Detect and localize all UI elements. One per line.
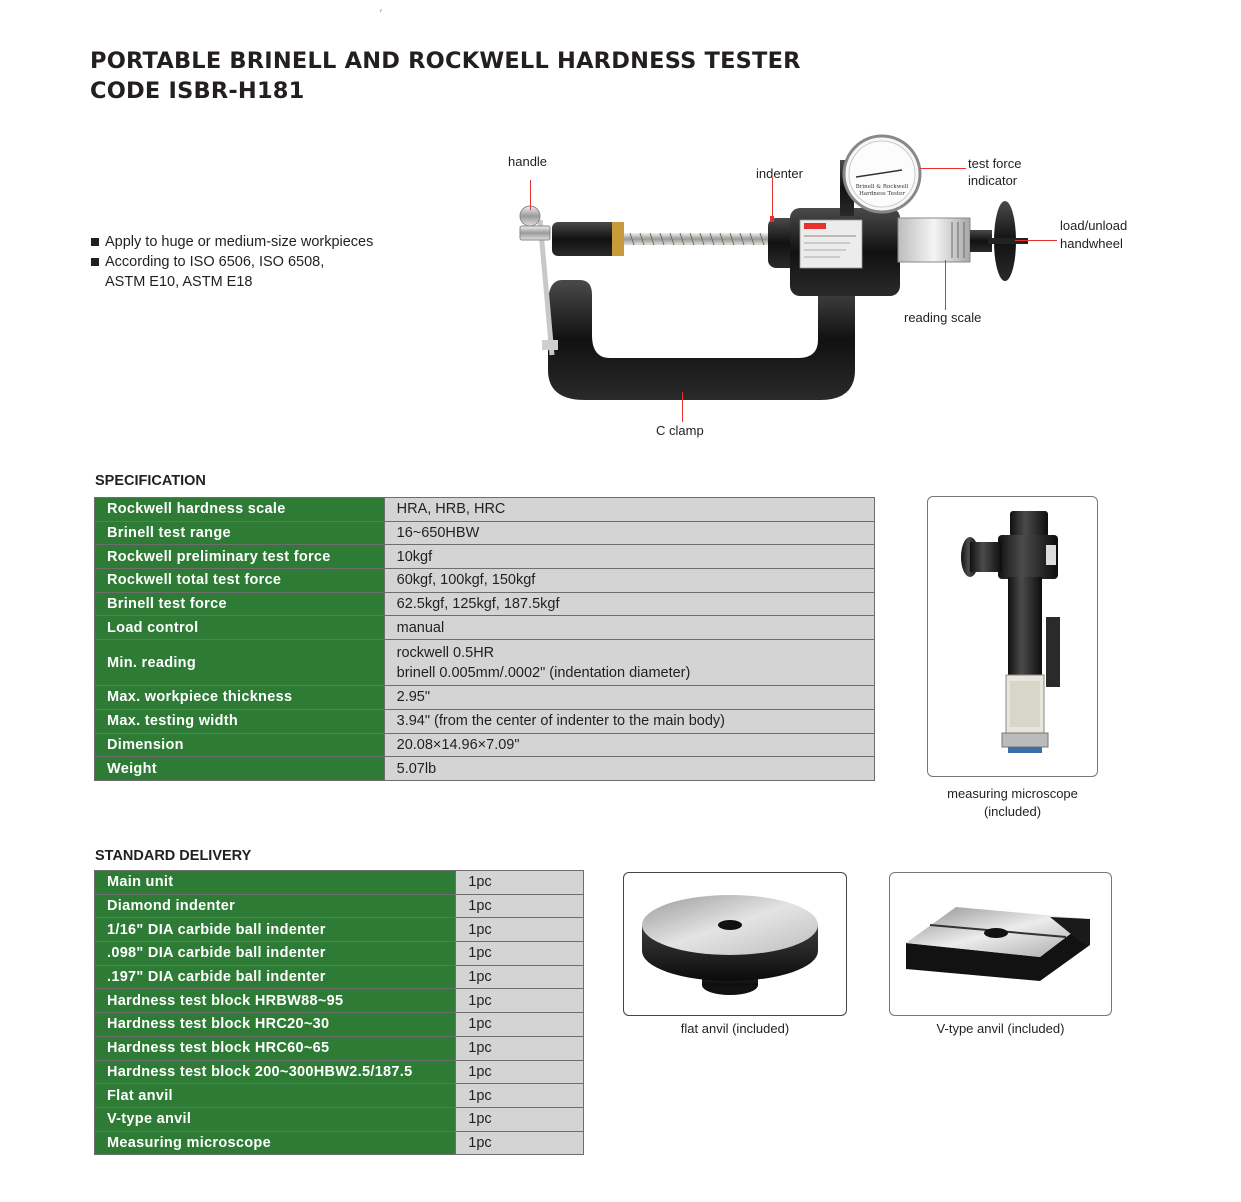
table-row (95, 616, 875, 640)
table-row (95, 965, 584, 989)
spec-value: 62.5kgf, 125kgf, 187.5kgf (384, 592, 874, 616)
spec-value: 3.94" (from the center of indenter to the main body) (384, 709, 874, 733)
microscope-caption-line-1: measuring microscope (947, 786, 1078, 801)
spec-value: HRA, HRB, HRC (384, 498, 874, 522)
delivery-qty: 1pc (456, 965, 584, 989)
feature-item-continuation: ASTM E10, ASTM E18 (105, 274, 253, 290)
standard-delivery-table (94, 870, 584, 1155)
spec-label: Weight (95, 757, 385, 781)
spec-label: Load control (95, 616, 385, 640)
feature-item: Apply to huge or medium-size workpieces (90, 232, 373, 252)
delivery-qty: 1pc (456, 918, 584, 942)
spec-label: Max. testing width (95, 709, 385, 733)
indenter-leader (772, 178, 773, 218)
spec-label: Rockwell preliminary test force (95, 545, 385, 569)
delivery-item: Diamond indenter (95, 894, 456, 918)
c-clamp-leader (682, 392, 683, 422)
table-row (95, 592, 875, 616)
table-row (95, 569, 875, 593)
spec-value-line-1: rockwell 0.5HR (396, 644, 495, 661)
stray-mark: ′ (380, 8, 382, 18)
test-force-leader (920, 168, 966, 169)
handwheel-label-2: handwheel (1060, 236, 1123, 251)
table-row (95, 521, 875, 545)
microscope-image (927, 496, 1098, 777)
delivery-item: Hardness test block 200~300HBW2.5/187.5 (95, 1060, 456, 1084)
table-row (95, 942, 584, 966)
c-clamp-frame (548, 280, 855, 400)
table-row (95, 757, 875, 781)
flat-anvil-image (623, 872, 847, 1016)
table-row (95, 1013, 584, 1037)
delivery-item: 1/16" DIA carbide ball indenter (95, 918, 456, 942)
microscope-caption-line-2: (included) (983, 804, 1042, 819)
microscope-drawing (928, 497, 1098, 777)
table-row (95, 545, 875, 569)
dial-text-2: Hardness Tester (859, 191, 905, 197)
specification-table (94, 497, 875, 781)
delivery-qty: 1pc (456, 942, 584, 966)
table-row (95, 894, 584, 918)
spec-value: 5.07lb (384, 757, 874, 781)
specification-heading: SPECIFICATION (95, 473, 206, 489)
flat-anvil-drawing (624, 873, 847, 1016)
delivery-qty: 1pc (456, 894, 584, 918)
spec-label: Rockwell hardness scale (95, 498, 385, 522)
spec-label: Rockwell total test force (95, 569, 385, 593)
delivery-qty: 1pc (456, 1131, 584, 1155)
table-row (95, 709, 875, 733)
table-row (95, 989, 584, 1013)
table-row (95, 498, 875, 522)
delivery-item: Hardness test block HRC60~65 (95, 1036, 456, 1060)
spec-value-line-2: brinell 0.005mm/.0002" (indentation diameter) (396, 664, 691, 681)
title-line-1: PORTABLE BRINELL AND ROCKWELL HARDNESS TESTER (90, 48, 801, 74)
handle-leader (530, 180, 531, 210)
table-row (95, 640, 875, 686)
spec-value: 60kgf, 100kgf, 150kgf (384, 569, 874, 593)
table-row (95, 686, 875, 710)
table-row (95, 1131, 584, 1155)
dial-text-1: Brinell & Rockwell (855, 184, 909, 190)
delivery-qty: 1pc (456, 1013, 584, 1037)
spec-value: 16~650HBW (384, 521, 874, 545)
v-anvil-drawing (890, 873, 1112, 1016)
title-line-2: CODE ISBR-H181 (90, 78, 305, 104)
table-row (95, 1036, 584, 1060)
reading-scale-label: reading scale (904, 310, 982, 325)
delivery-item: .098" DIA carbide ball indenter (95, 942, 456, 966)
test-force-label-1: test force (968, 156, 1022, 171)
microscope-caption (922, 785, 1103, 821)
delivery-qty: 1pc (456, 871, 584, 895)
delivery-qty: 1pc (456, 1107, 584, 1131)
delivery-qty: 1pc (456, 1084, 584, 1108)
table-row (95, 1060, 584, 1084)
test-force-label-2: indicator (968, 173, 1018, 188)
delivery-qty: 1pc (456, 1060, 584, 1084)
handwheel-label-1: load/unload (1060, 218, 1128, 233)
delivery-item: .197" DIA carbide ball indenter (95, 965, 456, 989)
indenter-label: indenter (756, 166, 803, 181)
feature-list (90, 232, 373, 292)
feature-item: According to ISO 6506, ISO 6508, (90, 252, 373, 272)
spec-label: Brinell test force (95, 592, 385, 616)
delivery-item: Flat anvil (95, 1084, 456, 1108)
v-anvil-image (889, 872, 1112, 1016)
table-row (95, 918, 584, 942)
table-row (95, 871, 584, 895)
spec-value: 2.95" (384, 686, 874, 710)
delivery-item: Hardness test block HRBW88~95 (95, 989, 456, 1013)
spec-label: Dimension (95, 733, 385, 757)
spec-label: Min. reading (95, 640, 385, 686)
delivery-item: Hardness test block HRC20~30 (95, 1013, 456, 1037)
spec-label: Brinell test range (95, 521, 385, 545)
spec-value: manual (384, 616, 874, 640)
table-row (95, 1084, 584, 1108)
reading-scale-leader (945, 260, 946, 310)
spec-value (384, 640, 874, 686)
delivery-item: Measuring microscope (95, 1131, 456, 1155)
page-title (90, 46, 801, 106)
hardness-tester-drawing (500, 130, 1150, 450)
delivery-item: Main unit (95, 871, 456, 895)
spec-value: 20.08×14.96×7.09" (384, 733, 874, 757)
delivery-qty: 1pc (456, 1036, 584, 1060)
table-row (95, 1107, 584, 1131)
c-clamp-label: C clamp (656, 423, 704, 438)
handwheel-leader (1015, 240, 1057, 241)
handle-label: handle (508, 154, 548, 169)
spec-value: 10kgf (384, 545, 874, 569)
v-anvil-caption: V-type anvil (included) (936, 1021, 1065, 1036)
table-row (95, 733, 875, 757)
flat-anvil-caption: flat anvil (included) (680, 1021, 790, 1036)
standard-delivery-heading: STANDARD DELIVERY (95, 848, 252, 864)
delivery-item: V-type anvil (95, 1107, 456, 1131)
delivery-qty: 1pc (456, 989, 584, 1013)
spec-label: Max. workpiece thickness (95, 686, 385, 710)
product-illustration (500, 130, 1150, 450)
